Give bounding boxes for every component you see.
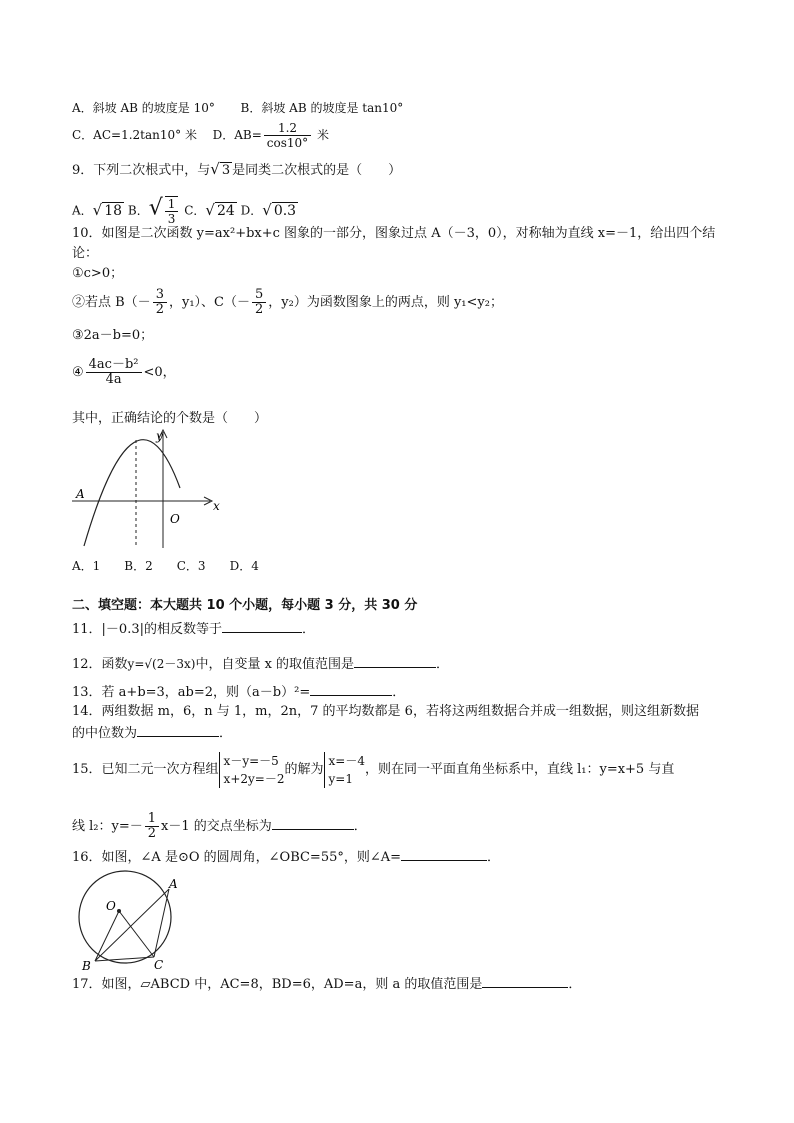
label-c: C: [154, 958, 164, 972]
q15-eq1: x－y=－5: [223, 754, 279, 768]
q15-solution: [324, 752, 365, 788]
q9-option-a-label: A．: [72, 203, 93, 218]
q8-options-cd: [72, 121, 329, 150]
q13: [72, 683, 405, 701]
q8-option-d-unit: 米: [313, 128, 329, 142]
q17-tail: ．: [568, 977, 582, 992]
q17-text: 17．如图，▱ABCD 中，AC=8，BD=6，AD=a，则 a 的取值范围是: [72, 977, 483, 992]
q9-stem: [72, 161, 401, 179]
fraction-numerator: 1: [165, 197, 179, 212]
q9-option-a-sqrt: √ 18: [92, 200, 123, 219]
section-2-title: 二、填空题：本大题共 10 个小题，每小题 3 分，共 30 分: [72, 598, 418, 613]
q15-line2-mid: x－1 的交点坐标为: [161, 819, 272, 834]
q13-tail: ．: [392, 685, 406, 700]
q15-line2-text: 线 l₂：y=－: [72, 819, 143, 834]
q15-answer-blank[interactable]: [272, 817, 354, 830]
q10-c2-text: ②若点 B（－: [72, 295, 151, 310]
graph-background: [70, 428, 225, 550]
q15-equation-system: [219, 752, 285, 788]
q10-stem-line2: 论：: [72, 246, 99, 261]
q12-text-mid: 中，自变量 x 的取值范围是: [195, 657, 355, 672]
q15-tail: ．: [353, 819, 367, 834]
q10-c4-tail: <0，: [143, 365, 176, 380]
fraction-numerator: 1.2: [264, 121, 311, 136]
q9-option-b-sqrt: √ $\frac{1}{3}$: [149, 196, 181, 226]
q8-option-d-label: D．AB=: [212, 128, 262, 142]
fraction-5-2: [252, 288, 266, 317]
fraction-numerator: 5: [252, 288, 266, 303]
label-origin: O: [170, 512, 180, 526]
q12-formula: y=√(2－3x): [127, 657, 196, 671]
radicand: 24: [216, 202, 235, 219]
q10-options: A．1 B．2 C．3 D．4: [72, 559, 259, 573]
radicand: 18: [104, 202, 123, 219]
q15-text: 15．已知二元一次方程组: [72, 762, 219, 777]
q16-text: 16．如图，∠A 是⊙O 的圆周角，∠OBC=55°，则∠A=: [72, 850, 402, 865]
q8-option-a: A．斜坡 AB 的坡度是 10°: [72, 101, 215, 115]
q9-option-d-label: D．: [240, 203, 263, 218]
q14-answer-blank[interactable]: [137, 724, 219, 737]
q9-stem-tail: 是同类二次根式的是（ ）: [232, 163, 402, 178]
label-a: A: [76, 487, 85, 501]
fraction-numerator: 3: [153, 288, 167, 303]
fraction-numerator: 4ac－b²: [86, 358, 142, 373]
q16: [72, 848, 500, 866]
fraction-1-2: [145, 812, 159, 841]
q9-option-c-sqrt: √ 24: [205, 200, 235, 219]
radicand: 3: [221, 163, 231, 178]
fraction-3-2: [153, 288, 167, 317]
radicand: 0.3: [273, 202, 297, 219]
q10-conclusion-4: [72, 358, 176, 387]
circle-o: [79, 871, 171, 963]
q16-tail: ．: [487, 850, 501, 865]
q10-parabola-graph: [70, 428, 225, 550]
q9-option-c-label: C．: [184, 203, 206, 218]
fraction-denominator: 2: [155, 302, 164, 317]
fraction-denominator: 2: [254, 302, 264, 317]
label-x: x: [213, 499, 220, 513]
fraction-denominator: 4a: [105, 372, 122, 387]
q9-option-d-sqrt: √ 0.3: [262, 200, 297, 219]
q14-tail: ．: [219, 726, 233, 741]
label-y: y: [156, 429, 163, 443]
q11-answer-blank[interactable]: [222, 620, 302, 633]
q10-conclusion-3: ③2a－b=0；: [72, 328, 154, 343]
center-point: [117, 909, 121, 913]
label-b: B: [82, 959, 91, 972]
sqrt-3: √ 3: [210, 160, 231, 178]
q10-conclusion-1: ①c>0；: [72, 266, 124, 281]
q9-options: [72, 196, 298, 226]
q10-c4-label: ④: [72, 365, 84, 380]
q17-answer-blank[interactable]: [482, 975, 568, 988]
segment-oc: [119, 911, 154, 957]
q13-text: 13．若 a+b=3，ab=2，则（a－b）²=: [72, 685, 311, 700]
q10-c2-mid: ，y₁）、C（－: [168, 295, 250, 310]
q12-answer-blank[interactable]: [354, 655, 436, 668]
q15-line2: [72, 812, 367, 841]
q10-c2-tail: ，y₂）为函数图象上的两点，则 y₁<y₂；: [268, 295, 503, 310]
q15-sol2: y=1: [328, 772, 353, 786]
fraction-discriminant: [86, 358, 142, 387]
q9-stem-text: 9．下列二次根式中，与: [72, 163, 211, 178]
fraction-denominator: 3: [167, 212, 176, 226]
q8-option-d-fraction: [264, 121, 311, 150]
q16-circle-figure: [68, 866, 183, 972]
q15-line1: [72, 752, 674, 788]
q13-answer-blank[interactable]: [310, 683, 392, 696]
segment-ob: [95, 911, 119, 961]
fraction-denominator: cos10°: [266, 136, 309, 150]
label-a: A: [169, 877, 178, 891]
q8-option-c: C．AC=1.2tan10° 米: [72, 128, 197, 142]
q10-conclusion-2: [72, 288, 503, 317]
q10-question: 其中，正确结论的个数是（ ）: [72, 411, 268, 426]
q14-line2: [72, 724, 232, 742]
q9-option-b-label: B．: [127, 203, 149, 218]
fraction-denominator: 2: [147, 826, 157, 841]
q14-line1: 14．两组数据 m，6，n 与 1，m，2n，7 的平均数都是 6，若将这两组数据合并成一组数据，则这组新数据: [72, 704, 699, 719]
q11-tail: ．: [301, 622, 315, 637]
q15-sol1: x=－4: [328, 754, 365, 768]
q12-text: 12．函数: [72, 657, 128, 672]
q17: [72, 975, 581, 993]
q10-stem-line1: 10．如图是二次函数 y=ax²+bx+c 图象的一部分，图象过点 A（－3，0），对称轴为直线 x=－1，给出四个结: [72, 226, 716, 241]
q12: [72, 655, 449, 673]
q12-tail: ．: [436, 657, 450, 672]
segment-ac: [154, 889, 169, 957]
q15-eq2: x+2y=－2: [223, 772, 285, 786]
q14-text: 的中位数为: [72, 726, 138, 741]
q8-option-b: B．斜坡 AB 的坡度是 tan10°: [240, 101, 404, 115]
q16-answer-blank[interactable]: [401, 848, 487, 861]
q15-text-tail: ，则在同一平面直角坐标系中，直线 l₁：y=x+5 与直: [364, 762, 675, 777]
q11-text: 11．|－0.3|的相反数等于: [72, 622, 222, 637]
q8-options-ab: [72, 100, 403, 116]
fraction-numerator: 1: [145, 812, 159, 827]
label-o: O: [106, 899, 116, 913]
q11: [72, 620, 315, 638]
q15-text-mid: 的解为: [284, 762, 324, 777]
